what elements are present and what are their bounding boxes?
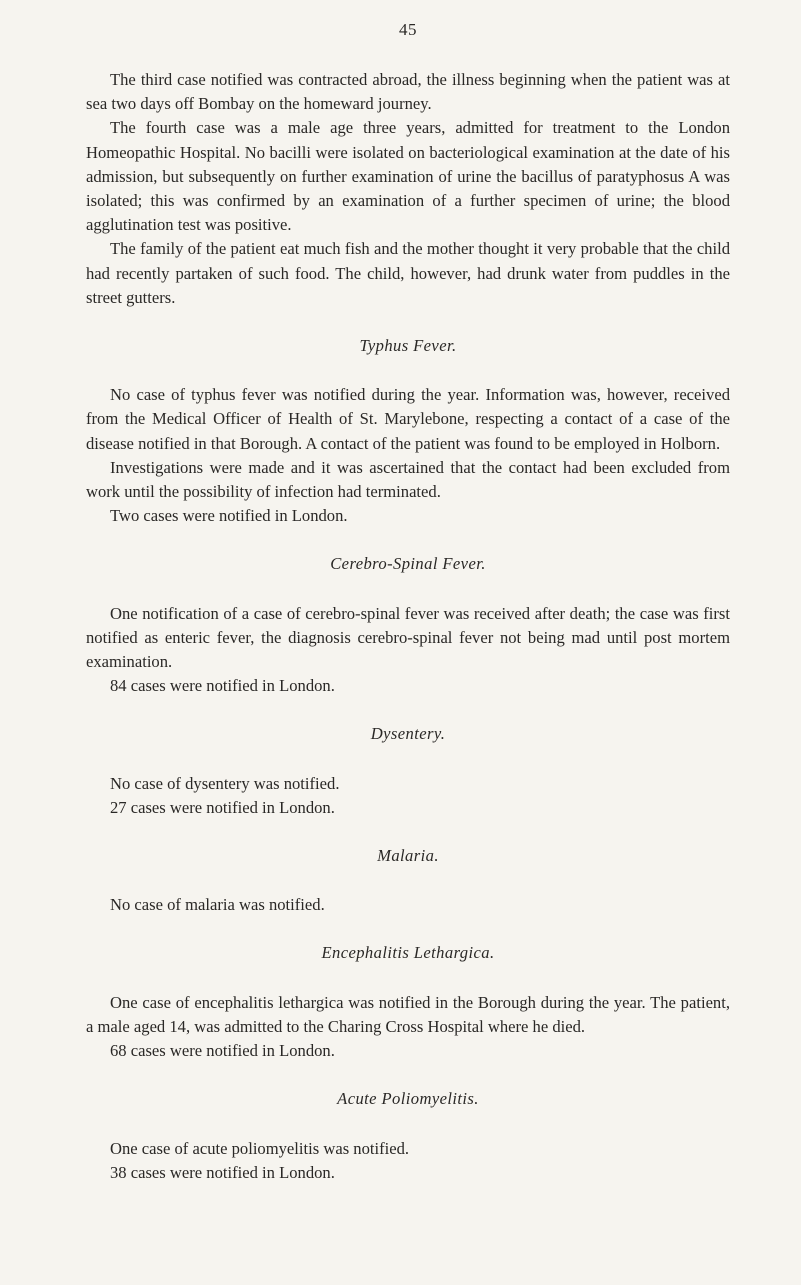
paragraph: 68 cases were notified in London. (110, 1041, 335, 1061)
section-heading: Dysentery. (370, 724, 446, 744)
paragraph: No case of dysentery was notified. (110, 773, 340, 793)
section-malaria (86, 844, 730, 917)
section-heading: Acute Poliomyelitis. (337, 1089, 479, 1109)
paragraph: 38 cases were notified in London. (110, 1162, 335, 1182)
section-heading: Malaria. (377, 846, 439, 866)
paragraph: The fourth case was a male age three years, admitted for treatment to the London Homeopathic Hospital. No bacilli were isolated on bacteriological examination at the date of his admission, but subsequently on further examination of urine the bacillus of paratyphosus A was isolated; this was confirmed by an examination of a further specimen of urine; the blood agglutination test was positive. (86, 118, 730, 235)
paragraph: 27 cases were notified in London. (110, 797, 335, 817)
section-acute-poliomyelitis (86, 1087, 730, 1185)
paragraph: One case of encephalitis lethargica was notified in the Borough during the year. The patient, a male aged 14, was admitted to the Charing Cross Hospital where he died. (86, 992, 730, 1036)
section-cerebro-spinal-fever (86, 552, 730, 698)
paragraph: No case of typhus fever was notified during the year. Information was, however, received from the Medical Officer of Health of St. Marylebone, respecting a contact of a case of the disease notified in that Borough. A contact of the patient was found to be employed in Holborn. (86, 385, 730, 453)
intro-section (86, 68, 730, 310)
document-page (86, 20, 730, 1185)
section-heading: Cerebro-Spinal Fever. (330, 554, 486, 574)
paragraph: The third case notified was contracted abroad, the illness beginning when the patient was at sea two days off Bombay on the homeward journey. (86, 70, 730, 114)
paragraph: Investigations were made and it was ascertained that the contact had been excluded from work until the possibility of infection had terminated. (86, 457, 730, 502)
section-heading: Encephalitis Lethargica. (321, 943, 495, 963)
section-heading: Typhus Fever. (359, 336, 457, 356)
paragraph: One notification of a case of cerebro-spinal fever was received after death; the case was first notified as enteric fever, the diagnosis cerebro-spinal fever not being mad until post mortem examination. (86, 603, 730, 672)
section-typhus-fever (86, 334, 730, 528)
paragraph: 84 cases were notified in London. (110, 676, 335, 696)
section-encephalitis-lethargica (86, 941, 730, 1063)
paragraph: No case of malaria was notified. (110, 895, 325, 915)
paragraph: One case of acute poliomyelitis was notified. (110, 1138, 410, 1158)
paragraph: The family of the patient eat much fish and the mother thought it very probable that the child had recently partaken of such food. The child, however, had drunk water from puddles in the street gutters. (86, 239, 730, 307)
paragraph: Two cases were notified in London. (110, 506, 348, 526)
section-dysentery (86, 722, 730, 820)
page-number: 45 (399, 20, 417, 39)
